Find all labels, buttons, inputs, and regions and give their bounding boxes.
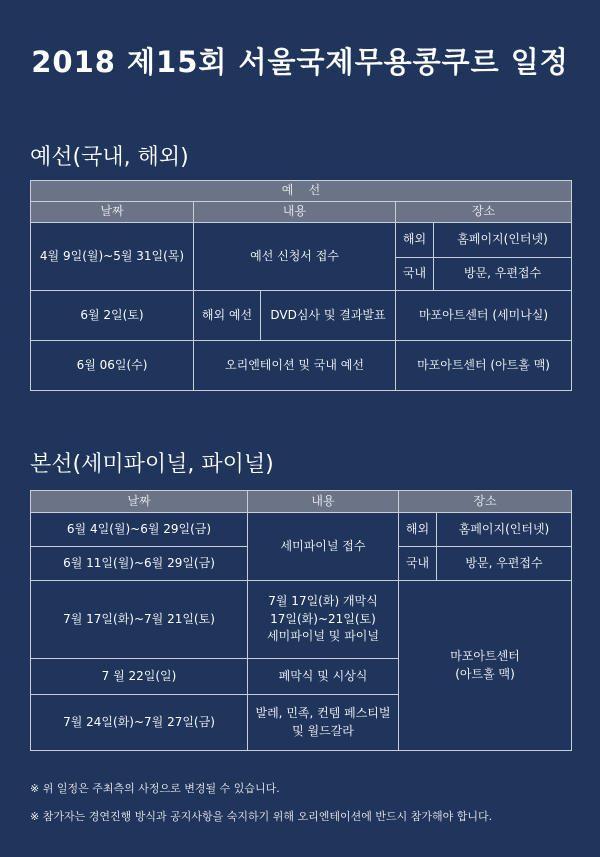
main-header-content: 내용 xyxy=(248,491,399,513)
main-content-3 xyxy=(248,581,399,659)
main-region-overseas: 해외 xyxy=(399,513,437,547)
main-content-5-line: 발레, 민족, 컨템 페스티벌 xyxy=(255,706,391,721)
prelim-content-2: DVD심사 및 결과발표 xyxy=(261,291,396,341)
prelim-date-3: 6월 06일(수) xyxy=(31,341,194,391)
main-date-2: 6월 11일(월)~6월 29일(금) xyxy=(31,547,248,581)
prelim-banner: 예 선 xyxy=(31,181,572,202)
main-venue-line: 마포아트센터 xyxy=(450,649,520,664)
main-date-5: 7월 24일(화)~7월 27일(금) xyxy=(31,695,248,751)
note-item: ※ 위 일정은 주최측의 사정으로 변경될 수 있습니다. xyxy=(30,782,280,795)
main-date-3: 7월 17일(화)~7월 21일(토) xyxy=(31,581,248,659)
main-place-visit: 방문, 우편접수 xyxy=(437,547,572,581)
prelim-place-visit: 방문, 우편접수 xyxy=(434,258,572,291)
main-content-4: 폐막식 및 시상식 xyxy=(248,659,399,695)
notes xyxy=(30,780,492,836)
table-row xyxy=(31,581,572,659)
main-header-date: 날짜 xyxy=(31,491,248,513)
note-item: ※ 참가자는 경연진행 방식과 공지사항을 숙지하기 위해 오리엔테이션에 반드시 참가해야 합니다. xyxy=(30,810,493,823)
main-place-homepage: 홈페이지(인터넷) xyxy=(437,513,572,547)
prelim-date-1: 4월 9일(월)~5월 31일(목) xyxy=(31,223,194,291)
main-date-1: 6월 4일(월)~6월 29일(금) xyxy=(31,513,248,547)
main-date-4: 7 월 22일(일) xyxy=(31,659,248,695)
table-row xyxy=(31,341,572,391)
main-content-3-line: 세미파이널 및 파이널 xyxy=(267,629,379,644)
prelim-heading: 예선(국내, 해외) xyxy=(30,145,189,170)
prelim-place-3: 마포아트센터 (아트홀 맥) xyxy=(396,341,572,391)
prelim-place-homepage: 홈페이지(인터넷) xyxy=(434,223,572,258)
prelim-table xyxy=(30,180,572,391)
main-content-5 xyxy=(248,695,399,751)
prelim-content-3: 오리엔테이션 및 국내 예선 xyxy=(194,341,396,391)
prelim-header-content: 내용 xyxy=(194,202,396,223)
prelim-date-2: 6월 2일(토) xyxy=(31,291,194,341)
prelim-region-overseas: 해외 xyxy=(396,223,434,258)
main-content-5-line: 및 월드갈라 xyxy=(292,723,354,738)
prelim-place-2: 마포아트센터 (세미나실) xyxy=(396,291,572,341)
table-row xyxy=(31,513,572,547)
main-content-3-line: 17일(화)~21일(토) xyxy=(270,611,376,626)
page-title: 2018 제15회 서울국제무용콩쿠르 일정 xyxy=(31,45,569,79)
prelim-header-place: 장소 xyxy=(396,202,572,223)
main-venue xyxy=(399,581,572,751)
table-row xyxy=(31,223,572,258)
main-header-place: 장소 xyxy=(399,491,572,513)
prelim-region-domestic: 국내 xyxy=(396,258,434,291)
prelim-region-2: 해외 예선 xyxy=(194,291,261,341)
prelim-header-date: 날짜 xyxy=(31,202,194,223)
prelim-content-1: 예선 신청서 접수 xyxy=(194,223,396,291)
main-semifinal-content: 세미파이널 접수 xyxy=(248,513,399,581)
table-row xyxy=(31,291,572,341)
main-heading: 본선(세미파이널, 파이널) xyxy=(30,452,274,477)
main-content-3-line: 7월 17일(화) 개막식 xyxy=(268,594,378,609)
main-venue-line: (아트홀 맥) xyxy=(455,666,515,681)
main-region-domestic: 국내 xyxy=(399,547,437,581)
main-table xyxy=(30,490,572,751)
